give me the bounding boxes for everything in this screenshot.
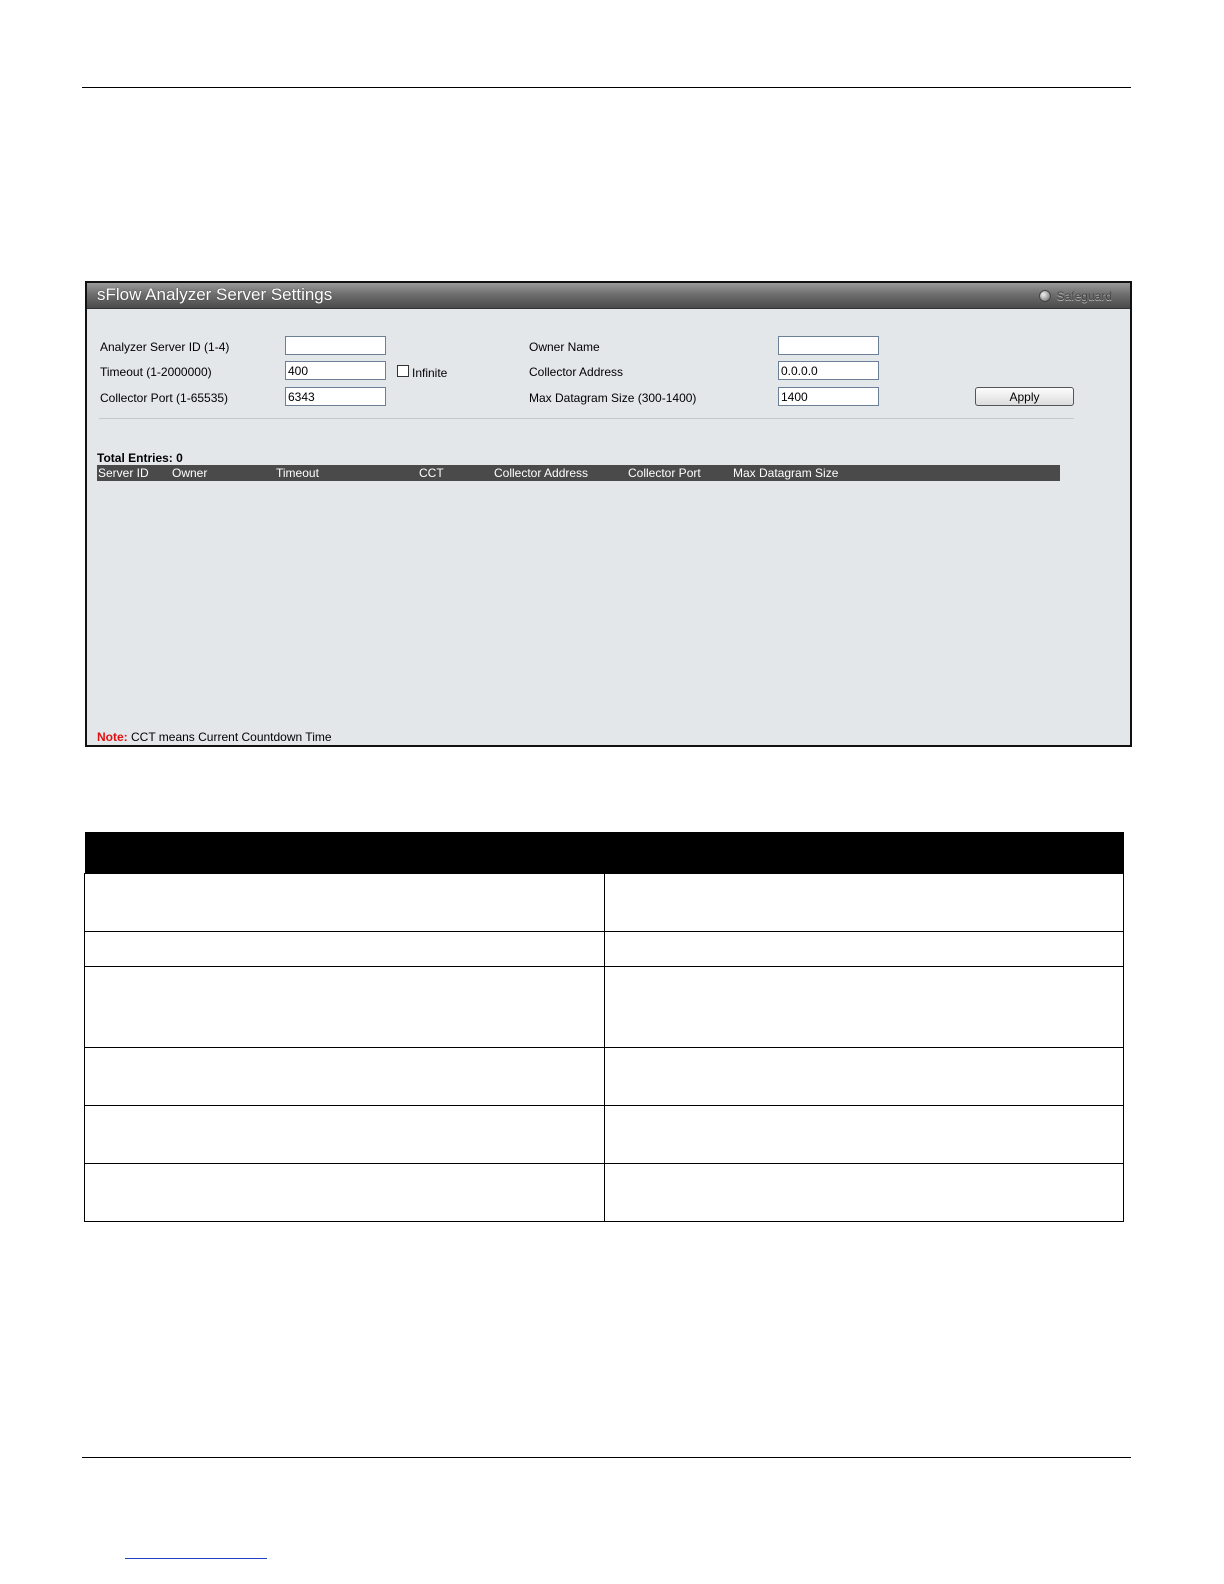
header-cell-parameter xyxy=(85,832,605,874)
col-owner: Owner xyxy=(172,466,208,480)
collector-address-label: Collector Address xyxy=(529,365,624,379)
table-row xyxy=(85,967,1124,1048)
col-collector-port: Collector Port xyxy=(628,466,701,480)
server-id-label: Analyzer Server ID (1-4) xyxy=(100,340,230,354)
collector-port-input[interactable] xyxy=(285,387,386,406)
apply-button[interactable]: Apply xyxy=(975,387,1074,406)
safeguard-indicator[interactable] xyxy=(1039,289,1112,303)
table-row xyxy=(85,874,1124,932)
table-row xyxy=(85,1106,1124,1164)
panel-title: sFlow Analyzer Server Settings xyxy=(97,285,333,304)
panel-header xyxy=(87,283,1130,309)
infinite-checkbox[interactable] xyxy=(397,365,409,377)
col-max-datagram-size: Max Datagram Size xyxy=(733,466,839,480)
server-id-input[interactable] xyxy=(285,336,386,355)
parameter-description-table xyxy=(84,832,1124,1222)
note-prefix: Note: xyxy=(97,730,128,744)
col-timeout: Timeout xyxy=(276,466,319,480)
footer-link-underline xyxy=(125,1558,267,1559)
sflow-analyzer-panel xyxy=(85,281,1132,747)
col-cct: CCT xyxy=(419,466,444,480)
collector-address-input[interactable] xyxy=(778,361,879,380)
page-header-rule xyxy=(82,87,1131,88)
footnote xyxy=(97,730,332,744)
max-datagram-input[interactable] xyxy=(778,387,879,406)
col-server-id: Server ID xyxy=(98,466,149,480)
table-row xyxy=(85,1048,1124,1106)
note-text: CCT means Current Countdown Time xyxy=(127,730,332,744)
owner-name-input[interactable] xyxy=(778,336,879,355)
infinite-label: Infinite xyxy=(412,366,448,380)
table-header xyxy=(97,465,1060,481)
owner-name-label: Owner Name xyxy=(529,340,600,354)
col-collector-address: Collector Address xyxy=(494,466,589,480)
total-entries: Total Entries: 0 xyxy=(97,451,183,465)
form-divider xyxy=(99,418,1074,419)
collector-port-label: Collector Port (1-65535) xyxy=(100,391,229,405)
table-row xyxy=(85,932,1124,967)
safeguard-label: Safeguard xyxy=(1056,289,1112,303)
header-cell-description xyxy=(604,832,1124,874)
page-footer-rule xyxy=(82,1457,1131,1458)
timeout-label: Timeout (1-2000000) xyxy=(100,365,212,379)
max-datagram-label: Max Datagram Size (300-1400) xyxy=(529,391,697,405)
timeout-input[interactable] xyxy=(285,361,386,380)
description-table-header xyxy=(85,832,1124,874)
status-led-icon xyxy=(1039,290,1051,302)
table-row xyxy=(85,1164,1124,1222)
